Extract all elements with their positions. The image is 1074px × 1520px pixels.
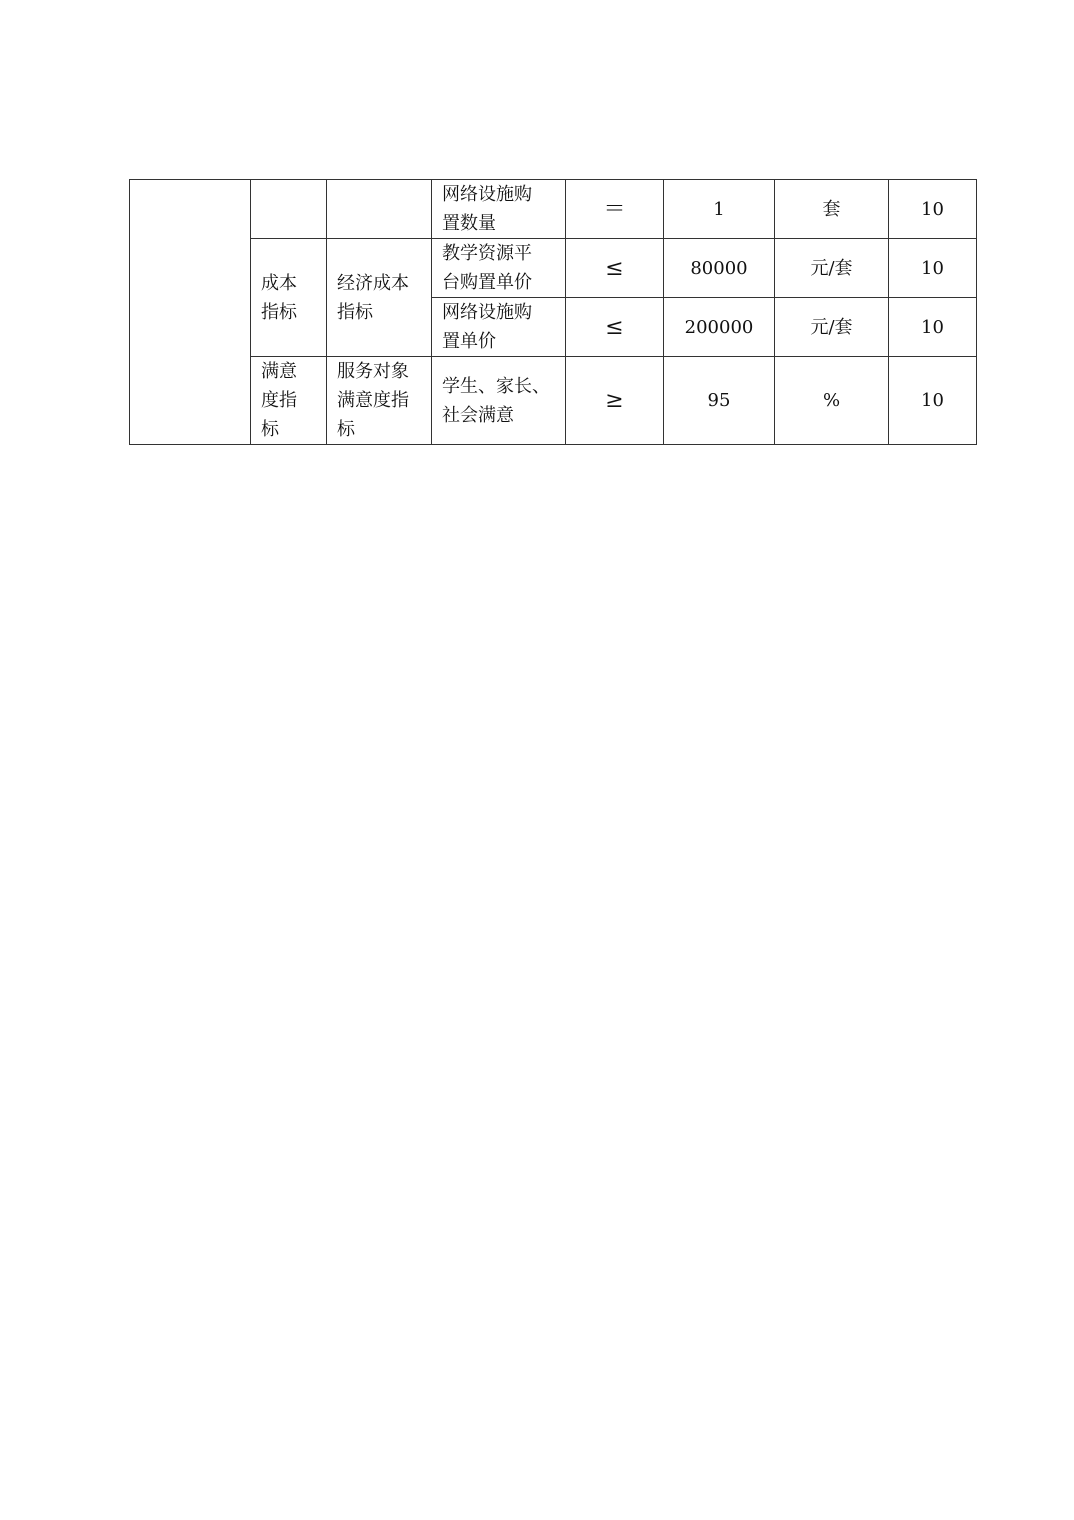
unit-cell: 套 xyxy=(775,180,889,239)
indicator-name-cell: 网络设施购 置单价 xyxy=(432,298,566,357)
target-value-cell: 200000 xyxy=(664,298,775,357)
unit-cell: % xyxy=(775,357,889,445)
score-cell: 10 xyxy=(889,357,977,445)
target-value-cell: 1 xyxy=(664,180,775,239)
indicator-name-cell: 教学资源平 台购置单价 xyxy=(432,239,566,298)
level3-indicator-cell: 服务对象 满意度指 标 xyxy=(327,357,432,445)
level2-indicator-cell xyxy=(251,180,327,239)
level2-indicator-cell: 成本 指标 xyxy=(251,239,327,357)
operator-cell: ＝ xyxy=(566,180,664,239)
target-value-cell: 95 xyxy=(664,357,775,445)
score-cell: 10 xyxy=(889,180,977,239)
operator-cell: ≤ xyxy=(566,298,664,357)
level1-indicator-cell xyxy=(130,180,251,445)
indicator-name-cell: 学生、家长、 社会满意 xyxy=(432,357,566,445)
indicator-name-cell: 网络设施购 置数量 xyxy=(432,180,566,239)
level3-indicator-cell: 经济成本 指标 xyxy=(327,239,432,357)
unit-cell: 元/套 xyxy=(775,298,889,357)
unit-cell: 元/套 xyxy=(775,239,889,298)
table-row xyxy=(130,357,977,445)
table-row xyxy=(130,180,977,239)
target-value-cell: 80000 xyxy=(664,239,775,298)
table-row xyxy=(130,239,977,298)
level3-indicator-cell xyxy=(327,180,432,239)
level2-indicator-cell: 满意 度指 标 xyxy=(251,357,327,445)
score-cell: 10 xyxy=(889,239,977,298)
score-cell: 10 xyxy=(889,298,977,357)
operator-cell: ≥ xyxy=(566,357,664,445)
operator-cell: ≤ xyxy=(566,239,664,298)
performance-indicator-table xyxy=(129,179,977,445)
